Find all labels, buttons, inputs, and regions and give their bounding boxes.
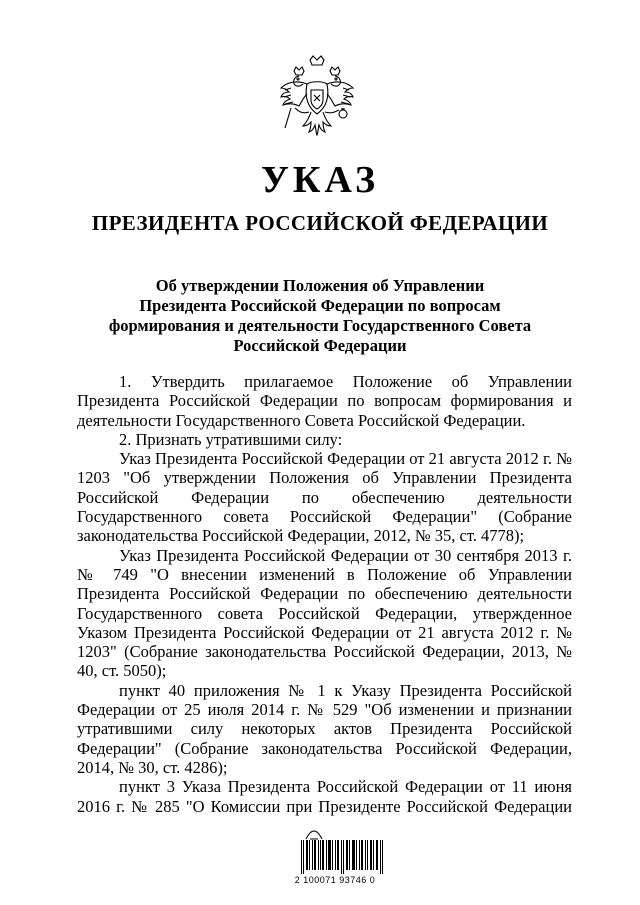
decree-title: УКАЗ — [261, 159, 379, 201]
heading-line: формирования и деятельности Государственного Совета — [108, 316, 532, 335]
barcode-number: 2 100071 93746 0 — [294, 875, 376, 885]
paragraph: пункт 3 Указа Президента Российской Федерации от 11 июня 2016 г. № 285 "О Комиссии при Президенте Российской Федерации — [77, 777, 572, 816]
heading-line: Об утверждении Положения об Управлении — [155, 276, 485, 295]
heading-line: Президента Российской Федерации по вопросам — [139, 296, 501, 315]
paragraph: пункт 40 приложения № 1 к Указу Президента Российской Федерации от 25 июля 2014 г. № 529 "Об изменении и признании утратившими силу некоторых актов Президента Российской Федерации" (Собрание законодательства Российской Федерации, 2014, № 30, ст. 4286); — [77, 680, 572, 777]
coat-of-arms-emblem — [277, 54, 357, 144]
paragraph: 1. Утвердить прилагаемое Положение об Управлении Президента Российской Федерации по вопросам формирования и деятельности Государственного Совета Российской Федерации. — [77, 372, 572, 430]
paragraph: Указ Президента Российской Федерации от 21 августа 2012 г. № 1203 "Об утверждении Положения об Управлении Президента Российской Федерации по обеспечению деятельности Государственного совета Российской Федерации" (Собрание законодательства Российской Федерации, 2012, № 35, ст. 4778); — [77, 449, 572, 546]
heading-line: Российской Федерации — [233, 336, 407, 355]
double-headed-eagle-icon — [277, 54, 357, 144]
paragraph: Указ Президента Российской Федерации от 30 сентября 2013 г. № 749 "О внесении изменений в Положение об Управлении Президента Российской Федерации по обеспечению деятельности Государственного совета Российской Федерации, утвержденное Указом Президента Российской Федерации от 21 августа 2012 г. № 1203" (Собрание законодательства Российской Федерации, 2013, № 40, ст. 5050); — [77, 545, 572, 681]
document-heading — [60, 276, 580, 356]
decree-subtitle: ПРЕЗИДЕНТА РОССИЙСКОЙ ФЕДЕРАЦИИ — [91, 211, 549, 235]
printer-mark-icon — [304, 828, 324, 840]
paragraph: 2. Признать утратившими силу: — [119, 429, 343, 449]
document-body — [77, 372, 572, 816]
barcode — [301, 840, 385, 874]
